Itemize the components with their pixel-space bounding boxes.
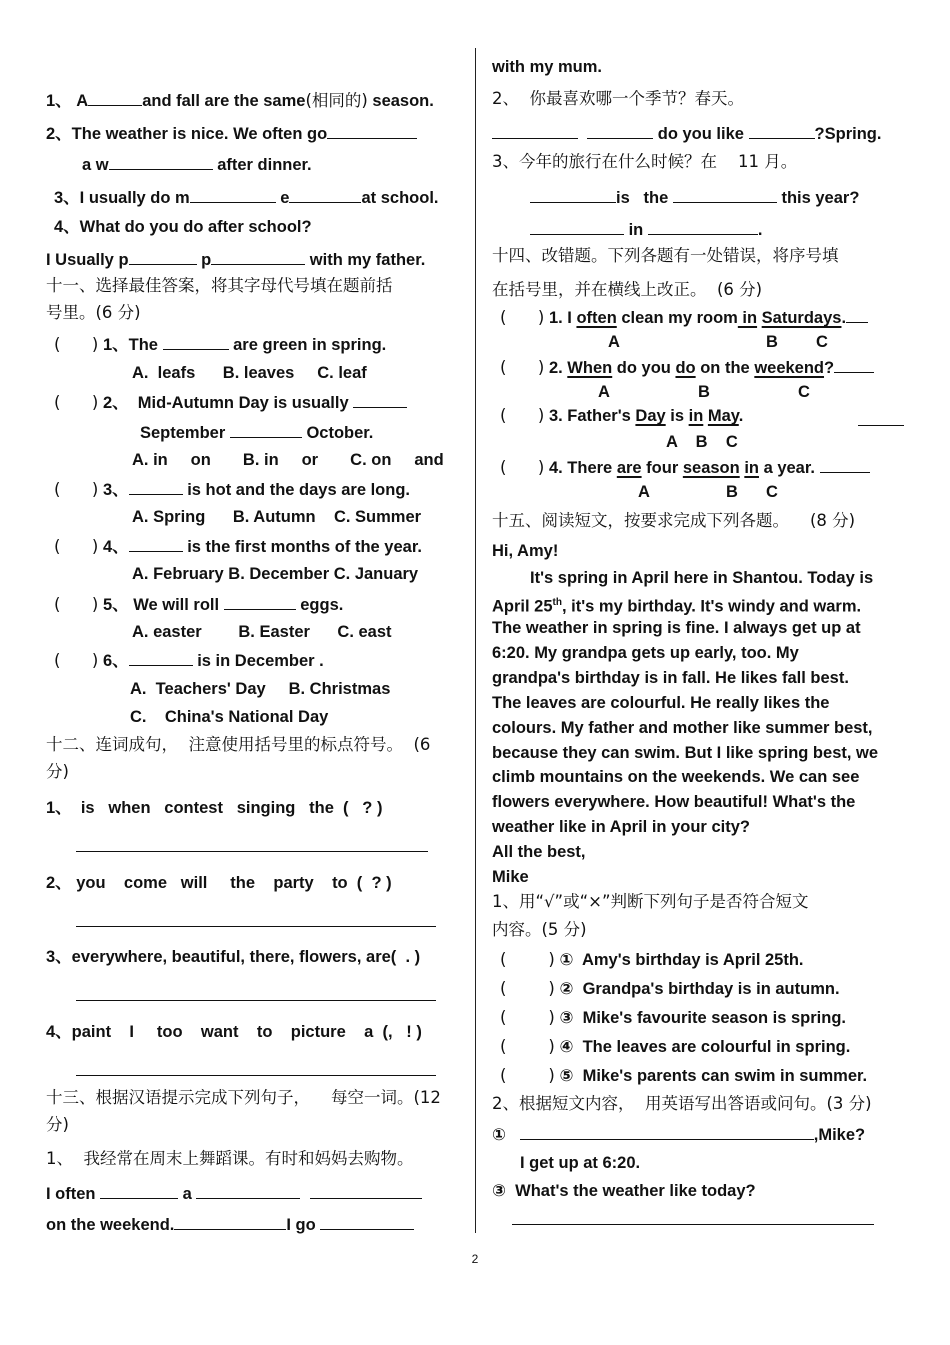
s15-tf-5: ( ) ⑤ Mike's parents can swim in summer. [500, 1066, 868, 1085]
s14-q3-answer-line [858, 425, 904, 426]
s12-q4-answer-line [76, 1075, 436, 1076]
s13-q3-answer: is the this year? [530, 185, 859, 209]
s15-tf-3: ( ) ③ Mike's favourite season is spring. [500, 1008, 847, 1027]
s15-q2-1: ① ,Mike? [492, 1122, 865, 1146]
letter-line-3: The weather in spring is fine. I always get up at [492, 619, 861, 637]
letter-line-5: grandpa's birthday is in fall. He likes fall best. [492, 669, 849, 687]
s10-q1: 1、 A and fall are the same(相同的) season. [46, 88, 434, 112]
s15-q2-title: 2、根据短文内容， 用英语写出答语或问句。(3 分) [492, 1094, 872, 1113]
s12-q2: 2、 you come will the party to ( ? ) [46, 874, 392, 892]
s11-q1: ( ) 1、The are green in spring. [54, 332, 386, 356]
s12-q3-answer-line [76, 1000, 436, 1001]
s11-q5-options: A. easter B. Easter C. east [132, 623, 392, 641]
s14-q1-label-a: A [608, 333, 620, 351]
s13-q1-end: with my mum. [492, 58, 603, 76]
s11-q6: ( ) 6、 is in December . [54, 648, 324, 672]
s15-title: 十五、阅读短文，按要求完成下列各题。 (8 分) [492, 511, 856, 530]
letter-line-1: It's spring in April here in Shantou. Today is [530, 569, 874, 587]
s14-q1-label-c: C [816, 333, 828, 351]
s13-q1-chinese: 1、 我经常在周末上舞蹈课。有时和妈妈去购物。 [46, 1149, 414, 1168]
letter-line-11: weather like in April in your city? [492, 818, 750, 836]
s12-q4: 4、paint I too want to picture a (, ! ) [46, 1023, 422, 1041]
s15-tf-2: ( ) ② Grandpa's birthday is in autumn. [500, 979, 840, 998]
letter-closing: All the best, [492, 843, 586, 861]
s12-q2-answer-line [76, 926, 436, 927]
s11-q4: ( ) 4、 is the first months of the year. [54, 534, 422, 558]
column-divider [475, 48, 476, 1233]
s13-q1-b: on the weekend. I go [46, 1212, 414, 1236]
s11-q6-options: A. Teachers' Day B. Christmas [130, 680, 391, 698]
s13-title-2: 分) [46, 1115, 69, 1134]
s14-q2-label-a: A [598, 383, 610, 401]
s14-title-1: 十四、改错题。下列各题有一处错误，将序号填 [492, 246, 839, 265]
s14-q4: ( ) 4. There are four season in a year. [500, 455, 870, 479]
s11-q1-options: A. leafs B. leaves C. leaf [132, 364, 367, 382]
s11-q2-options: A. in on B. in or C. on and [132, 451, 444, 469]
s14-q2-label-c: C [798, 383, 810, 401]
s10-q3: 3、I usually do m e at school. [54, 185, 438, 209]
s13-q3-answer-2: in . [530, 217, 762, 241]
s13-title-1: 十三、根据汉语提示完成下列句子， 每空一词。(12 [46, 1088, 441, 1107]
s12-title-1: 十二、连词成句， 注意使用括号里的标点符号。 (6 [46, 735, 431, 754]
letter-line-7: colours. My father and mother like summer best, [492, 719, 873, 737]
s14-q1: ( ) 1. I often clean my room in Saturdays. [500, 305, 868, 329]
s10-q4: 4、What do you do after school? [54, 218, 312, 236]
s14-title-2: 在括号里，并在横线上改正。 (6 分) [492, 280, 763, 299]
s11-q2: ( ) 2、 Mid-Autumn Day is usually [54, 390, 407, 414]
s14-q2: ( ) 2. When do you do on the weekend? [500, 355, 874, 379]
s11-q6-options-2: C. China's National Day [130, 708, 329, 726]
s14-q2-label-b: B [698, 383, 710, 401]
s13-q2-answer: do you like ?Spring. [492, 121, 881, 145]
s14-q4-label-b: B [726, 483, 738, 501]
s11-q3: ( ) 3、 is hot and the days are long. [54, 477, 410, 501]
s15-q2-1-answer: I get up at 6:20. [520, 1154, 641, 1172]
s15-tf-1: ( ) ① Amy's birthday is April 25th. [500, 950, 804, 969]
s10-q2-cont: a w after dinner. [82, 152, 312, 176]
s14-q4-label-a: A [638, 483, 650, 501]
s12-q1: 1、 is when contest singing the ( ? ) [46, 799, 383, 817]
s14-q4-label-c: C [766, 483, 778, 501]
s10-q4-answer: I Usually p p with my father. [46, 247, 425, 271]
s14-q3-labels: A B C [666, 433, 738, 451]
s11-q4-options: A. February B. December C. January [132, 565, 419, 583]
s10-q2: 2、The weather is nice. We often go [46, 121, 417, 145]
letter-line-8: because they can swim. But I like spring best, we [492, 744, 879, 762]
s12-title-2: 分) [46, 762, 69, 781]
letter-line-4: 6:20. My grandpa gets up early, too. My [492, 644, 799, 662]
letter-line-10: flowers everywhere. How beautiful! What's the [492, 793, 856, 811]
s14-q3: ( ) 3. Father's Day is in May. [500, 406, 744, 425]
s15-q1-title-1: 1、用“√”或“×”判断下列句子是否符合短文 [492, 892, 809, 911]
s13-q1-a: I often a [46, 1181, 422, 1205]
s15-q2-3: ③ What's the weather like today? [492, 1182, 756, 1200]
s13-q2-chinese: 2、 你最喜欢哪一个季节？春天。 [492, 89, 744, 108]
letter-greeting: Hi, Amy! [492, 542, 559, 560]
s11-title-2: 号里。(6 分) [46, 303, 141, 322]
s13-q3-chinese: 3、今年的旅行在什么时候？在 11 月。 [492, 152, 798, 171]
letter-signature: Mike [492, 868, 529, 886]
s12-q1-answer-line [76, 851, 428, 852]
letter-line-6: The leaves are colourful. He really likes the [492, 694, 830, 712]
s11-q2-cont: September October. [140, 420, 373, 444]
s15-q2-3-answer-line [512, 1224, 874, 1225]
s11-q5: ( ) 5、 We will roll eggs. [54, 592, 343, 616]
s15-tf-4: ( ) ④ The leaves are colourful in spring. [500, 1037, 851, 1056]
s11-q3-options: A. Spring B. Autumn C. Summer [132, 508, 422, 526]
s12-q3: 3、everywhere, beautiful, there, flowers, are( . ) [46, 948, 421, 966]
s15-q1-title-2: 内容。(5 分) [492, 920, 587, 939]
letter-line-2: April 25th, it's my birthday. It's windy and warm. [492, 597, 862, 616]
letter-line-9: climb mountains on the weekends. We can see [492, 768, 860, 786]
s11-title-1: 十一、选择最佳答案，将其字母代号填在题前括 [46, 276, 393, 295]
s14-q1-label-b: B [766, 333, 778, 351]
page-number: 2 [471, 1252, 479, 1266]
